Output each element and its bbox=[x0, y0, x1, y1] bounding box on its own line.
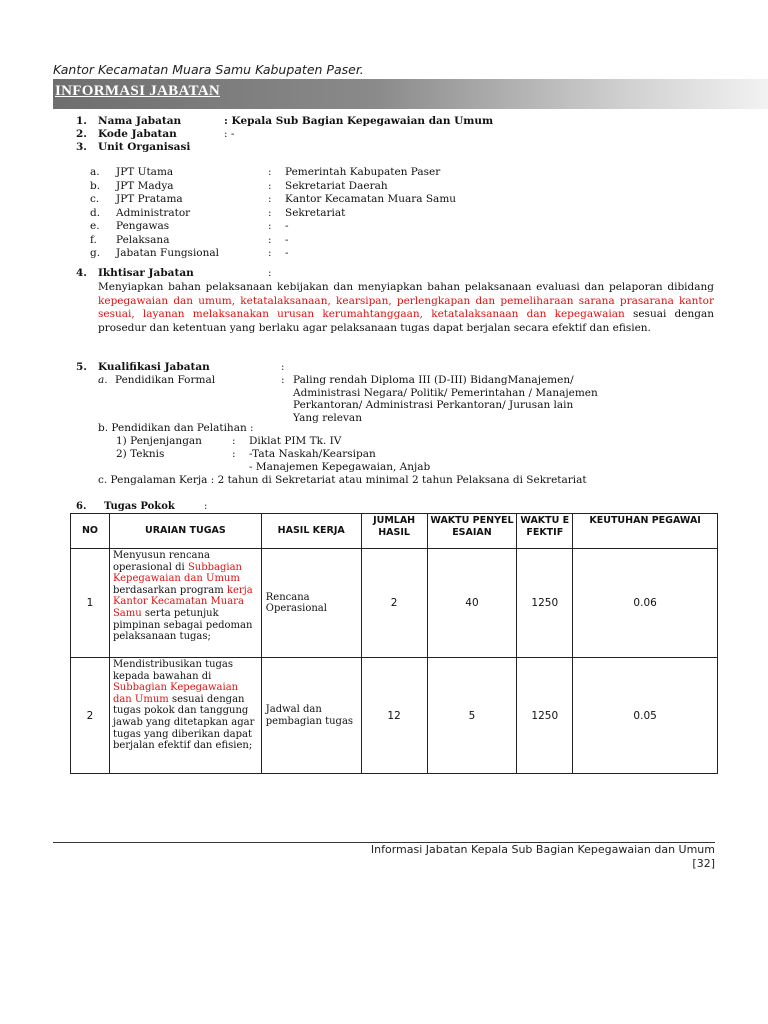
training-row-2: 2) Teknis : -Tata Naskah/Kearsipan bbox=[116, 448, 376, 460]
item-number: 1. bbox=[76, 115, 87, 127]
desc-highlight: Subbagian Kepegawaian dan Umum bbox=[112, 682, 239, 705]
desc-part: Menyusun rencana operasional di bbox=[112, 550, 210, 573]
unit-separator: : bbox=[268, 179, 272, 192]
column-header: NO bbox=[71, 514, 110, 549]
item-label: Nama Jabatan bbox=[98, 115, 182, 127]
column-header: WAKTU EFEKTIF bbox=[517, 514, 573, 549]
item-label: Unit Organisasi bbox=[98, 141, 191, 153]
position-code: : - bbox=[224, 128, 235, 140]
formal-line: Yang relevan bbox=[293, 411, 362, 424]
item-label: Ikhtisar Jabatan bbox=[98, 267, 194, 279]
unit-letter: f. bbox=[90, 233, 97, 246]
unit-row bbox=[90, 247, 289, 259]
unit-label: Administrator bbox=[116, 206, 191, 219]
unit-label: Pengawas bbox=[116, 220, 170, 232]
item-letter: a. bbox=[98, 374, 108, 386]
unit-row bbox=[90, 180, 388, 192]
summary-text bbox=[98, 281, 714, 335]
unit-separator: : bbox=[268, 233, 272, 246]
item-number: 3. bbox=[76, 141, 87, 153]
item-label: Kualifikasi Jabatan bbox=[98, 361, 210, 373]
task-number: 1 bbox=[71, 549, 110, 658]
desc-highlight: kerja Kantor Kecamatan Muara Samu bbox=[112, 584, 253, 619]
training-label: 2) Teknis bbox=[116, 448, 165, 460]
item-number: 5. bbox=[76, 361, 87, 373]
unit-value: Pemerintah Kabupaten Paser bbox=[285, 166, 441, 178]
unit-letter: d. bbox=[90, 206, 101, 219]
task-description bbox=[109, 658, 261, 774]
item-number: 2. bbox=[76, 128, 87, 140]
document-title: INFORMASI JABATAN bbox=[55, 83, 220, 99]
formal-line: Perkantoran/ Administrasi Perkantoran/ Jurusan lain bbox=[293, 399, 574, 411]
summary-heading bbox=[76, 267, 272, 279]
task-need: 0.05 bbox=[573, 658, 718, 774]
unit-value: Kantor Kecamatan Muara Samu bbox=[285, 193, 457, 205]
column-header: JUMLAH HASIL bbox=[361, 514, 427, 549]
training-row-2b: - Manajemen Kepegawaian, Anjab bbox=[249, 461, 431, 473]
training-label: 1) Penjenjangan bbox=[116, 435, 202, 447]
table-row bbox=[71, 549, 718, 658]
desc-part: sesuai dengan tugas pokok dan tanggung jawab yang ditetapkan agar tugas yang diberikan dapat berjalan efektif dan efisien; bbox=[112, 693, 255, 752]
unit-letter: b. bbox=[90, 179, 101, 192]
item-number: 6. bbox=[76, 501, 87, 512]
task-quantity: 2 bbox=[361, 549, 427, 658]
unit-value: - bbox=[285, 220, 289, 232]
formal-education-value bbox=[293, 374, 598, 424]
unit-label: JPT Madya bbox=[116, 179, 174, 192]
summary-part: sesuai dengan prosedur dan ketentuan yang berlaku agar pelaksanaan tugas dapat berjalan secara efektif dan efisien. bbox=[98, 308, 714, 334]
desc-highlight: Subbagian Kepegawaian dan Umum bbox=[112, 561, 242, 585]
unit-value: - bbox=[285, 233, 289, 246]
table-header-row bbox=[71, 514, 718, 549]
identity-row-name bbox=[76, 115, 493, 127]
unit-value: - bbox=[285, 247, 289, 259]
item-label: Pendidikan Formal bbox=[115, 374, 216, 386]
desc-part: Mendistribusikan tugas kepada bawahan di bbox=[112, 659, 234, 682]
page-number: [32] bbox=[692, 856, 715, 870]
summary-part: Menyiapkan bahan pelaksanaan kebijakan dan menyiapkan bahan pelaksanaan evaluasi dan pelaporan dibidang bbox=[98, 281, 714, 293]
item-separator: : bbox=[268, 267, 272, 279]
item-label: Tugas Pokok bbox=[104, 501, 175, 512]
item-separator: : bbox=[281, 361, 285, 373]
unit-separator: : bbox=[268, 247, 272, 259]
task-effective: 1250 bbox=[517, 658, 573, 774]
task-result: Rencana Operasional bbox=[261, 549, 361, 658]
task-time: 5 bbox=[427, 658, 517, 774]
footer bbox=[371, 843, 715, 870]
item-label: Kode Jabatan bbox=[98, 128, 177, 140]
task-result: Jadwal dan pembagian tugas bbox=[261, 658, 361, 774]
footer-title: Informasi Jabatan Kepala Sub Bagian Kepegawaian dan Umum bbox=[370, 843, 715, 856]
unit-letter: a. bbox=[90, 166, 100, 178]
task-time: 40 bbox=[427, 549, 517, 658]
unit-row bbox=[90, 220, 289, 232]
task-description bbox=[109, 549, 261, 658]
unit-row bbox=[90, 207, 345, 219]
task-effective: 1250 bbox=[517, 549, 573, 658]
task-number: 2 bbox=[71, 658, 110, 774]
unit-row bbox=[90, 234, 289, 246]
unit-separator: : bbox=[268, 206, 272, 219]
formal-line: Administrasi Negara/ Politik/ Pemerintahan / Manajemen bbox=[293, 386, 598, 399]
position-name: Kepala Sub Bagian Kepegawaian dan Umum bbox=[231, 115, 494, 127]
column-header: KEUTUHAN PEGAWAI bbox=[573, 514, 718, 549]
office-header: Kantor Kecamatan Muara Samu Kabupaten Paser. bbox=[53, 62, 364, 77]
unit-row bbox=[90, 166, 440, 178]
identity-row-code bbox=[76, 128, 234, 140]
desc-part: serta petunjuk pimpinan sebagai pedoman pelaksanaan tugas; bbox=[112, 607, 253, 643]
item-number: 4. bbox=[76, 267, 87, 279]
unit-label: Jabatan Fungsional bbox=[116, 247, 220, 259]
section-title-bar bbox=[53, 79, 768, 109]
formal-line: Paling rendah Diploma III (D-III) BidangManajemen/ bbox=[293, 374, 574, 386]
summary-highlight: kepegawaian dan umum, ketatalaksanaan, kearsipan, perlengkapan dan pemeliharaan sarana prasarana kantor sesuai, layanan melaksanakan urusan kerumahtanggaan, ketatalaksanaan dan kepegawaian bbox=[98, 294, 714, 321]
unit-letter: c. bbox=[90, 193, 100, 205]
task-need: 0.06 bbox=[573, 549, 718, 658]
unit-separator: : bbox=[268, 193, 272, 205]
column-header: HASIL KERJA bbox=[261, 514, 361, 549]
item-separator: : bbox=[224, 115, 228, 127]
unit-value: Sekretariat Daerah bbox=[285, 179, 388, 192]
task-quantity: 12 bbox=[361, 658, 427, 774]
item-separator: : bbox=[204, 501, 208, 512]
identity-row-unit bbox=[76, 141, 190, 153]
table-row bbox=[71, 658, 718, 774]
qualification-heading bbox=[76, 361, 285, 373]
experience-row: c. Pengalaman Kerja : 2 tahun di Sekretariat atau minimal 2 tahun Pelaksana di Sekretariat bbox=[98, 474, 587, 486]
tasks-heading bbox=[76, 501, 207, 512]
formal-education-row: a. Pendidikan Formal : bbox=[98, 374, 285, 386]
unit-letter: e. bbox=[90, 220, 100, 232]
unit-letter: g. bbox=[90, 247, 101, 259]
desc-part: berdasarkan program bbox=[112, 584, 227, 596]
unit-row bbox=[90, 193, 456, 205]
column-header: URAIAN TUGAS bbox=[109, 514, 261, 549]
unit-value: Sekretariat bbox=[285, 206, 346, 219]
training-row-1: 1) Penjenjangan : Diklat PIM Tk. IV bbox=[116, 435, 342, 447]
task-table bbox=[70, 513, 718, 774]
training-heading: b. Pendidikan dan Pelatihan : bbox=[98, 422, 254, 434]
unit-label: JPT Pratama bbox=[116, 193, 183, 205]
training-value: Diklat PIM Tk. IV bbox=[249, 435, 342, 447]
unit-separator: : bbox=[268, 220, 272, 232]
training-value: -Tata Naskah/Kearsipan bbox=[249, 448, 376, 460]
unit-label: JPT Utama bbox=[116, 166, 174, 178]
column-header: WAKTU PENYELESAIAN bbox=[427, 514, 517, 549]
unit-label: Pelaksana bbox=[116, 233, 170, 246]
unit-separator: : bbox=[268, 166, 272, 178]
